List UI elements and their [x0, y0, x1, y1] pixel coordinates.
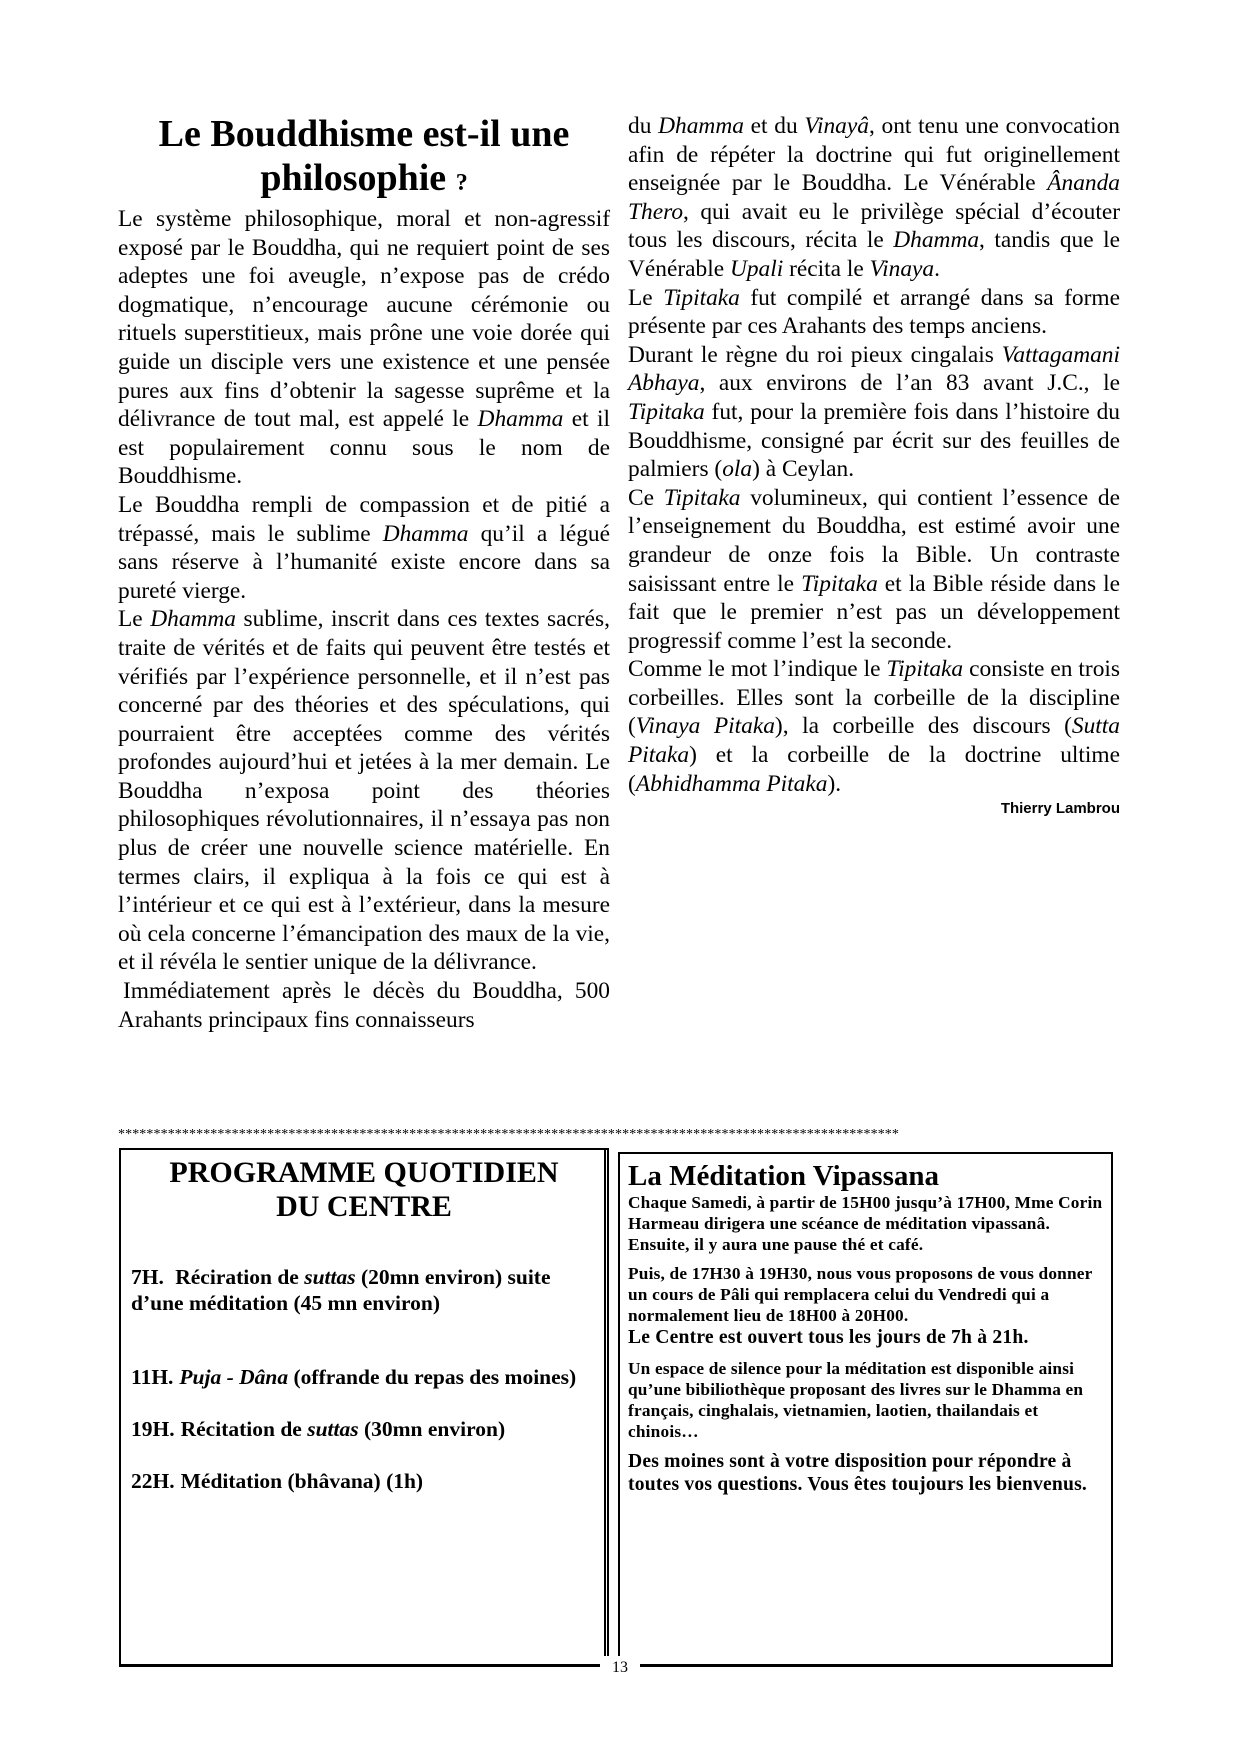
paragraph: Comme le mot l’indique le Tipitaka consiste en trois corbeilles. Elles sont la corbeille de la discipline (Vinaya Pitaka), la corbeille des discours (Sutta Pitaka) et la corbeille de la doctrine ultime (Abhidhamma Pitaka).: [628, 656, 1121, 797]
paragraph: Immédiatement après le décès du Bouddha, 500 Arahants principaux fins connaisseurs: [118, 978, 610, 1033]
paragraph: Durant le règne du roi pieux cingalais Vattagamani Abhaya, aux environs de l’an 83 avant J.C., le Tipitaka fut, pour la première fois dans l’histoire du Bouddhisme, consigné par écrit sur des feuilles de palmiers (ola) à Ceylan.: [628, 341, 1120, 483]
paragraph: Le Dhamma sublime, inscrit dans ces textes sacrés, traite de vérités et de faits qui peuvent être testés et vérifiés par l’expérience personnelle, et il n’est pas concerné par des théories et des spéculations, qui pourraient être acceptées comme des vérités profondes aujourd’hui et jetées à la mer demain. Le Bouddha n’exposa point des théories philosophiques révolutionnaires, il n’essaya pas non plus de créer une nouvelle science matérielle. En termes clairs, il expliqua à la fois ce qui est à l’intérieur et ce qui est à l’extérieur, dans la mesure où cela concerne l’émancipation des maux de la vie, et il révéla le sentier unique de la délivrance.: [118, 606, 610, 976]
asterisk-separator: **************************************************************************************************************: [118, 1128, 899, 1142]
vipassana-title: La Méditation Vipassana: [628, 1160, 939, 1192]
programme-title: [121, 1156, 607, 1224]
programme-list: [131, 1264, 607, 1494]
title-question-mark: ?: [455, 170, 468, 196]
article: [118, 112, 1120, 1120]
article-right-column: [628, 112, 1120, 817]
article-left-column: [118, 112, 610, 1034]
vipassana-paragraph: Chaque Samedi, à partir de 15H00 jusqu’à 17H00, Mme Corin Harmeau dirigera une scéance de méditation vipassanâ. Ensuite, il y aura une pause thé et café.: [628, 1193, 1103, 1254]
left-column-text: [118, 205, 610, 1034]
paragraph: Le Bouddha rempli de compassion et de pitié a trépassé, mais le sublime Dhamma qu’il a légué sans réserve à l’humanité existe encore dans sa pureté vierge.: [118, 491, 610, 604]
programme-time: 22H.: [131, 1469, 175, 1493]
programme-item: 19H. Récitation de suttas (30mn environ): [131, 1417, 506, 1441]
page-number: 13: [612, 1659, 628, 1676]
article-title: [118, 112, 610, 205]
programme-box: [119, 1148, 609, 1666]
programme-title-line-2: DU CENTRE: [276, 1190, 452, 1223]
programme-title-line-1: PROGRAMME QUOTIDIEN: [169, 1156, 559, 1189]
programme-item: 22H. Méditation (bhâvana) (1h): [131, 1469, 424, 1493]
vipassana-paragraph: Puis, de 17H30 à 19H30, nous vous proposons de vous donner un cours de Pâli qui remplacera celui du Vendredi qui a normalement lieu de 18H00 à 20H00.: [628, 1264, 1093, 1325]
author-signature: Thierry Lambrou: [1000, 800, 1120, 818]
programme-time: 7H.: [131, 1265, 164, 1289]
vipassana-box: [618, 1152, 1113, 1666]
programme-item: 11H. Puja - Dâna (offrande du repas des moines): [131, 1365, 577, 1389]
programme-item: 7H. Réciration de suttas (20mn environ) suite d’une méditation (45 mn environ): [131, 1265, 551, 1315]
vipassana-opening-hours: Le Centre est ouvert tous les jours de 7h à 21h.: [628, 1327, 1029, 1348]
programme-time: 11H.: [131, 1365, 174, 1389]
paragraph: du Dhamma et du Vinayâ, ont tenu une convocation afin de répéter la doctrine qui fut originellement enseignée par le Bouddha. Le Vénérable Ânanda Thero, qui avait eu le privilège spécial d’écouter tous les discours, récita le Dhamma, tandis que le Vénérable Upali récita le Vinaya.: [628, 113, 1120, 282]
title-line-1: Le Bouddhisme est-il une: [158, 113, 570, 155]
vipassana-paragraph: Un espace de silence pour la méditation est disponible ainsi qu’une bibiliothèque proposant des livres sur le Dhamma en français, cinghalais, vietnamien, laotien, thailandais et chinois…: [628, 1358, 1084, 1441]
vipassana-body: [628, 1192, 1105, 1497]
paragraph: Le Tipitaka fut compilé et arrangé dans sa forme présente par ces Arahants des temps anciens.: [628, 284, 1120, 340]
box-divider-line: [604, 1148, 606, 1666]
title-line-2: philosophie: [260, 157, 447, 199]
vipassana-paragraph: Des moines sont à votre disposition pour répondre à toutes vos questions. Vous êtes toujours les bienvenus.: [628, 1450, 1088, 1495]
programme-time: 19H.: [131, 1417, 175, 1441]
right-column-text: [628, 112, 1120, 798]
paragraph: Ce Tipitaka volumineux, qui contient l’essence de l’enseignement du Bouddha, est estimé avoir une grandeur de onze fois la Bible. Un contraste saisissant entre le Tipitaka et la Bible réside dans le fait que le premier n’est pas un développement progressif comme l’est la seconde.: [628, 484, 1120, 654]
paragraph: Le système philosophique, moral et non-agressif exposé par le Bouddha, qui ne requiert point de ses adeptes une foi aveugle, n’expose pas de crédo dogmatique, n’encourage aucune cérémonie ou rituels superstitieux, mais prône une voie dorée qui guide un disciple vers une existence et une pensée pures aux fins d’obtenir la sagesse suprême et la délivrance de tout mal, est appelé le Dhamma et il est populairement connu sous le nom de Bouddhisme.: [118, 206, 611, 490]
